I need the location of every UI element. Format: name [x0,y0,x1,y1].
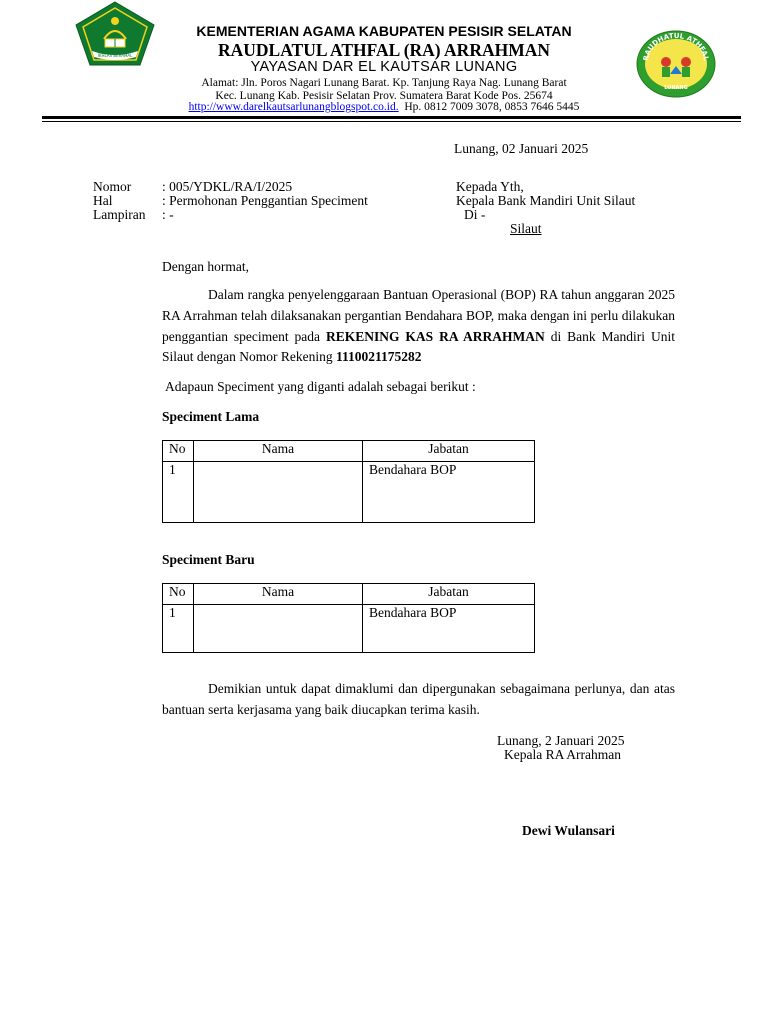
table-header-no: No [163,441,194,462]
table-cell-nama [194,605,363,653]
table-header-jabatan: Jabatan [363,441,535,462]
recipient-salutation: Kepada Yth, [456,179,524,194]
table-cell-no: 1 [163,605,194,653]
website-link[interactable]: http://www.darelkautsarlunangblogspot.co.id. [188,101,399,113]
recipient-name: Kepala Bank Mandiri Unit Silaut [456,193,636,208]
recipient-di: Di - [464,207,486,222]
body-paragraph-1 [162,285,675,368]
table-header-jabatan: Jabatan [363,584,535,605]
table-cell-nama [194,462,363,523]
table-new-header-row [163,584,535,605]
hal-label: Hal [93,193,113,208]
ministry-title: KEMENTERIAN AGAMA KABUPATEN PESISIR SELATAN [196,23,572,39]
table-header-nama: Nama [194,584,363,605]
logo-left-ribbon: IKHLAS BERAMAL [97,53,133,58]
table-header-nama: Nama [194,441,363,462]
body-text-1: Dalam rangka penyelenggaraan Bantuan Operasional (BOP) RA tahun anggaran 2025 RA Arrahman telah dilaksanakan pergantian Bendahara BOP, maka dengan ini perlu dilakukan penggantian speciment pada [162,287,675,344]
header-divider-thin [42,121,741,122]
table-cell-no: 1 [163,462,194,523]
table-new [162,583,535,653]
address-line-1: Alamat: Jln. Poros Nagari Lunang Barat. Kp. Tanjung Raya Nag. Lunang Barat [201,77,567,89]
table-row [163,462,535,523]
signature-position: Kepala RA Arrahman [504,747,621,762]
table-old-title: Speciment Lama [162,409,260,424]
header-divider-thick [42,116,741,119]
nomor-label: Nomor [93,179,132,194]
lampiran-value: : - [162,207,174,222]
foundation-title: YAYASAN DAR EL KAUTSAR LUNANG [250,59,518,75]
hal-value: : Permohonan Penggantian Speciment [162,193,368,208]
table-header-no: No [163,584,194,605]
school-title: RAUDLATUL ATHFAL (RA) ARRAHMAN [217,40,551,60]
closing-paragraph: Demikian untuk dapat dimaklumi dan dipergunakan sebagaimana perlunya, dan atas bantuan serta kerjasama yang baik diucapkan terima kasih. [162,681,675,717]
phone-numbers: Hp. 0812 7009 3078, 0853 7646 5445 [404,101,580,113]
signatory-name: Dewi Wulansari [522,823,615,838]
letter-date: Lunang, 02 Januari 2025 [454,141,589,156]
logo-right-arc: RAUDHATUL ATHFAL [641,31,711,62]
table-new-title: Speciment Baru [162,552,255,567]
greeting: Dengan hormat, [162,259,249,274]
table-old [162,440,535,523]
logo-right-bottom: LUNANG [664,85,688,91]
table-cell-jabatan: Bendahara BOP [363,605,535,653]
account-name: REKENING KAS RA ARRAHMAN [325,328,545,344]
lampiran-label: Lampiran [93,207,146,222]
table-row [163,605,535,653]
signature-place-date: Lunang, 2 Januari 2025 [497,733,625,748]
account-number: 1110021175282 [335,349,422,365]
nomor-value: : 005/YDKL/RA/I/2025 [162,179,293,194]
table-old-header-row [163,441,535,462]
address-line-2: Kec. Lunang Kab. Pesisir Selatan Prov. Sumatera Barat Kode Pos. 25674 [215,90,553,102]
contact-line [0,101,768,113]
table-cell-jabatan: Bendahara BOP [363,462,535,523]
body-paragraph-2: Adapaun Speciment yang diganti adalah sebagai berikut : [165,379,476,394]
recipient-city: Silaut [510,221,542,236]
body-text-2: di Bank Mandiri Unit Silaut dengan Nomor Rekening [162,328,675,365]
